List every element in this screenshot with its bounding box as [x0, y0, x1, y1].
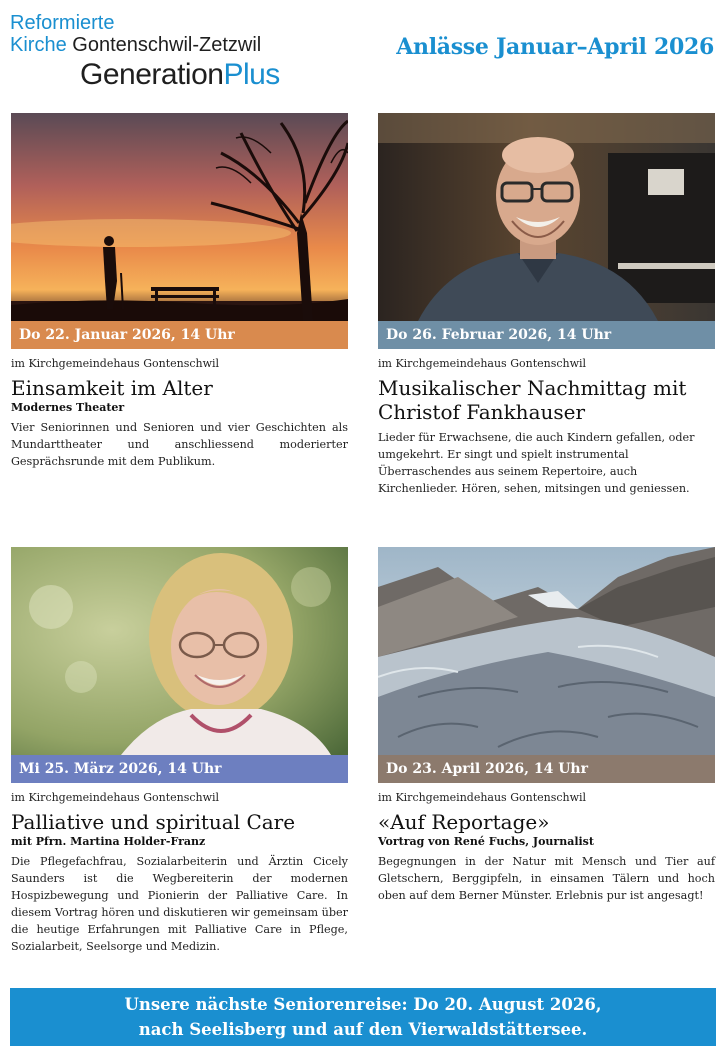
event-subtitle: Modernes Theater [11, 401, 125, 414]
banner-line-2: nach Seelisberg und auf den Vierwaldstättersee. [138, 1020, 588, 1039]
event-photo-sunset-bench [11, 113, 348, 321]
event-photo-glacier [378, 547, 715, 755]
event-venue: im Kirchgemeindehaus Gontenschwil [11, 791, 220, 804]
event-title: Einsamkeit im Alter [11, 376, 213, 400]
event-date-bar: Mi 25. März 2026, 14 Uhr [11, 755, 348, 783]
event-venue: im Kirchgemeindehaus Gontenschwil [378, 357, 587, 370]
event-photo-musician-portrait [378, 113, 715, 321]
banner-line-1: Unsere nächste Seniorenreise: Do 20. August 2026, [124, 995, 602, 1014]
event-card-february [378, 113, 715, 497]
event-date-bar: Do 26. Februar 2026, 14 Uhr [378, 321, 715, 349]
event-description: Begegnungen in der Natur mit Mensch und Tier auf Gletschern, Berggipfeln, in einsamen Tälern und hoch oben auf dem Berner Münster. Erlebnis pur ist angesagt! [378, 855, 715, 902]
event-subtitle: mit Pfrn. Martina Holder-Franz [11, 835, 206, 848]
event-venue: im Kirchgemeindehaus Gontenschwil [378, 791, 587, 804]
church-logo [10, 12, 310, 96]
logo-parish-name: Gontenschwil-Zetzwil [72, 34, 262, 56]
event-photo-speaker-portrait [11, 547, 348, 755]
logo-plus-word: Plus [223, 58, 280, 91]
event-date-bar: Do 23. April 2026, 14 Uhr [378, 755, 715, 783]
event-subtitle: Vortrag von René Fuchs, Journalist [378, 835, 594, 848]
event-card-march [11, 547, 348, 955]
page-title: Anlässe Januar–April 2026 [396, 34, 714, 60]
logo-generation-plus [80, 58, 280, 92]
event-card-january [11, 113, 348, 470]
logo-line-reformierte: Reformierte [10, 12, 115, 34]
event-venue: im Kirchgemeindehaus Gontenschwil [11, 357, 220, 370]
logo-kirche-word: Kirche [10, 34, 67, 56]
logo-generation-word: Generation [80, 58, 224, 91]
event-title: Palliative und spiritual Care [11, 810, 296, 834]
event-title: Musikalischer Nachmittag mit Christof Fankhauser [378, 376, 687, 424]
logo-line-kirche [10, 34, 261, 56]
event-date-bar: Do 22. Januar 2026, 14 Uhr [11, 321, 348, 349]
next-trip-banner [10, 988, 716, 1046]
event-description: Vier Seniorinnen und Senioren und vier Geschichten als Mundarttheater und anschliessend moderierter Gesprächsrunde mit dem Publikum. [11, 421, 348, 468]
event-description: Lieder für Erwachsene, die auch Kindern gefallen, oder umgekehrt. Er singt und spielt instrumental Überraschendes aus seinem Repertoire, auch Kirchenlieder. Hören, sehen, mitsingen und geniessen. [378, 431, 695, 495]
event-title: «Auf Reportage» [378, 810, 550, 834]
event-card-april [378, 547, 715, 904]
event-description: Die Pflegefachfrau, Sozialarbeiterin und Ärztin Cicely Saunders ist die Wegbereiterin der modernen Hospizbewegung und Pionierin der Palliative Care. In diesem Vortrag hören und diskutieren wir gemeinsam über die heutige Erfahrungen mit Palliative Care in Pflege, Sozialarbeit, Seelsorge und Medizin. [11, 855, 348, 953]
